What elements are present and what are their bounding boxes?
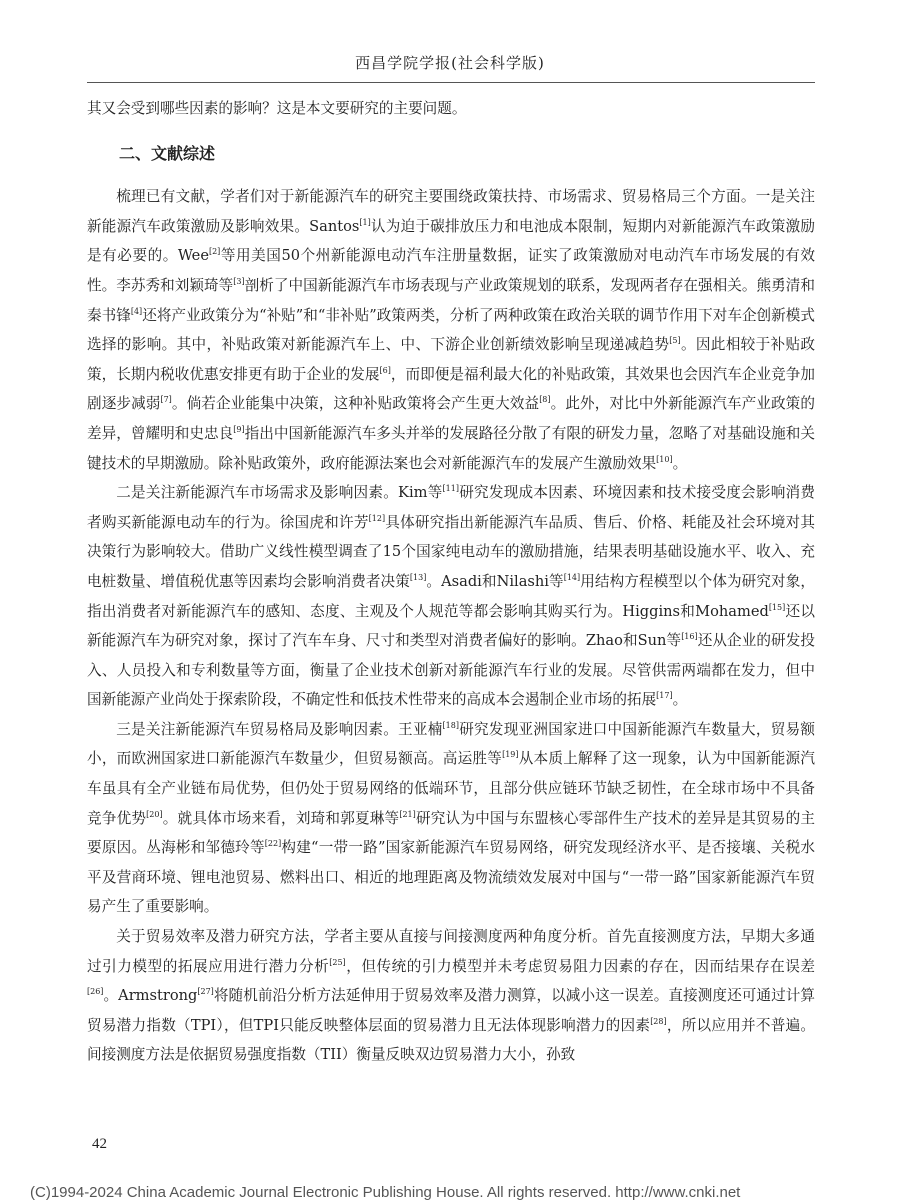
text-run: ，但传统的引力模型并未考虑贸易阻力因素的存在，因而结果存在误差 (345, 957, 815, 975)
citation-ref: [10] (656, 454, 673, 464)
citation-ref: [7] (160, 395, 172, 405)
citation-ref: [11] (442, 484, 459, 494)
citation-ref: [4] (130, 306, 143, 316)
citation-ref: [19] (502, 750, 519, 760)
citation-ref: [15] (768, 602, 786, 612)
article-body (87, 94, 815, 1070)
text-run: 。 (672, 454, 688, 472)
citation-ref: [6] (379, 365, 391, 375)
text-run: 还从企业的研发投入、人员投入和专利数量等方面，衡量了企业技术创新对新能源汽车行业的发展。尽管供需两端都在发力，但中国新能源产业尚处于探索阶段，不确定性和低技术性带来的高成本会遏制企业市场的拓展 (87, 632, 815, 709)
citation-ref: [2] (208, 247, 221, 257)
citation-ref: [25] (329, 957, 346, 967)
text-run: 三是关注新能源汽车贸易格局及影响因素。王亚楠 (116, 720, 443, 738)
citation-ref: [20] (146, 809, 163, 819)
intro-line: 其又会受到哪些因素的影响？这是本文要研究的主要问题。 (87, 100, 467, 117)
text-run: 具体研究指出新能源汽车品质、售后、价格、耗能及社会环境对其决策行为影响较大。借助广义线性模型调查了15个国家纯电动车的激励措施，结果表明基础设施水平、收入、充电桩数量、增值税优惠等因素均会影响消费者决策 (87, 513, 815, 590)
citation-ref: [12] (368, 513, 386, 523)
text-run: 研究发现成本因素、环境因素和技术接受度会影响消费者购买新能源电动车的行为。徐国虎和许芳 (87, 484, 815, 531)
paragraph (87, 478, 815, 715)
text-run: 剖析了中国新能源汽车市场表现与产业政策规划的联系，发现两者存在强相关。熊勇清和秦书锋 (87, 276, 815, 324)
citation-ref: [3] (233, 276, 245, 286)
citation-ref: [5] (669, 336, 681, 346)
citation-ref: [14] (563, 572, 581, 582)
text-run: 。Asadi和Nilashi等 (426, 572, 564, 590)
citation-ref: [13] (409, 572, 427, 582)
text-run: 。 (672, 691, 688, 709)
citation-ref: [17] (656, 691, 673, 701)
text-run: 研究认为中国与东盟核心零部件生产技术的差异是其贸易的主要原因。丛海彬和邹德玲等 (87, 809, 815, 857)
citation-ref: [22] (264, 839, 282, 849)
paragraph (87, 715, 815, 922)
text-run: 用结构方程模型以个体为研究对象，指出消费者对新能源汽车的感知、态度、主观及个人规范等都会影响其购买行为。Higgins和Mohamed (87, 572, 815, 620)
journal-header: 西昌学院学报(社会科学版) (355, 54, 545, 72)
text-run: 研究发现亚洲国家进口中国新能源汽车数量大，贸易额小，而欧洲国家进口新能源汽车数量少，但贸易额高。高运胜等 (87, 720, 815, 768)
text-run: 。因此相较于补贴政策，长期内税收优惠安排更有助于企业的发展 (87, 336, 815, 383)
text-run: 还将产业政策分为“补贴”和“非补贴”政策两类，分析了两种政策在政治关联的调节作用下对车企创新模式选择的影响。其中，补贴政策对新能源汽车上、中、下游企业创新绩效影响呈现递减趋势 (87, 306, 815, 354)
text-run: 将随机前沿分析方法延伸用于贸易效率及潜力测算，以减小这一误差。直接测度还可通过计算贸易潜力指数（TPI），但TPI只能反映整体层面的贸易潜力且无法体现影响潜力的因素 (87, 987, 815, 1034)
text-run: 。倘若企业能集中决策，这种补贴政策将会产生更大效益 (171, 395, 540, 413)
text-run: 。就具体市场来看，刘琦和郭夏琳等 (162, 809, 400, 827)
text-run: 从本质上解释了这一现象，认为中国新能源汽车虽具有全产业链布局优势，但仍处于贸易网络的低端环节，且部分供应链环节缺乏韧性，在全球市场中不具备竞争优势 (87, 750, 815, 827)
paragraph (87, 182, 815, 478)
paragraph (87, 922, 815, 1070)
citation-ref: [21] (399, 809, 416, 819)
citation-ref: [9] (233, 424, 245, 434)
text-run: 关于贸易效率及潜力研究方法，学者主要从直接与间接测度两种角度分析。首先直接测度方法，早期大多通过引力模型的拓展应用进行潜力分析 (87, 928, 815, 975)
citation-ref: [26] (87, 987, 104, 997)
citation-ref: [1] (359, 217, 371, 227)
text-run: 等用美国50个州新能源电动汽车注册量数据，证实了政策激励对电动汽车市场发展的有效性。李苏秀和刘颖琦等 (87, 247, 815, 294)
text-run: 。Armstrong (103, 987, 198, 1005)
text-run: 二是关注新能源汽车市场需求及影响因素。Kim等 (116, 484, 443, 502)
copyright-footer: (C)1994-2024 China Academic Journal Electronic Publishing House. All rights reserved. http://www.cnki.net (30, 1184, 741, 1201)
citation-ref: [27] (197, 987, 214, 997)
citation-ref: [16] (681, 632, 698, 642)
text-run: ，而即便是福利最大化的补贴政策，其效果也会因汽车企业竞争加剧逐步减弱 (87, 365, 815, 413)
text-run: 构建“一带一路”国家新能源汽车贸易网络，研究发现经济水平、是否接壤、关税水平及营商环境、锂电池贸易、燃料出口、相近的地理距离及物流绩效发展对中国与“一带一路”国家新能源汽车贸易产生了重要影响。 (87, 839, 815, 916)
text-run: ，所以应用并不普遍。间接测度方法是依据贸易强度指数（TII）衡量反映双边贸易潜力大小，孙致 (87, 1016, 815, 1064)
header-rule (87, 82, 815, 83)
text-run: 认为迫于碳排放压力和电池成本限制，短期内对新能源汽车政策激励是有必要的。Wee (87, 217, 815, 265)
text-run: 指出中国新能源汽车多头并举的发展路径分散了有限的研发力量，忽略了对基础设施和关键技术的早期激励。除补贴政策外，政府能源法案也会对新能源汽车的发展产生激励效果 (87, 424, 815, 472)
text-run: 梳理已有文献，学者们对于新能源汽车的研究主要围绕政策扶持、市场需求、贸易格局三个方面。一是关注新能源汽车政策激励及影响效果。Santos (87, 188, 815, 235)
citation-ref: [8] (539, 395, 551, 405)
text-run: 。此外，对比中外新能源汽车产业政策的差异，曾耀明和史忠良 (87, 395, 815, 442)
section-heading: 二、文献综述 (119, 143, 216, 163)
page-number: 42 (92, 1136, 107, 1152)
text-run: 还以新能源汽车为研究对象，探讨了汽车车身、尺寸和类型对消费者偏好的影响。Zhao和Sun等 (87, 602, 815, 650)
citation-ref: [18] (442, 720, 459, 730)
citation-ref: [28] (650, 1016, 667, 1026)
